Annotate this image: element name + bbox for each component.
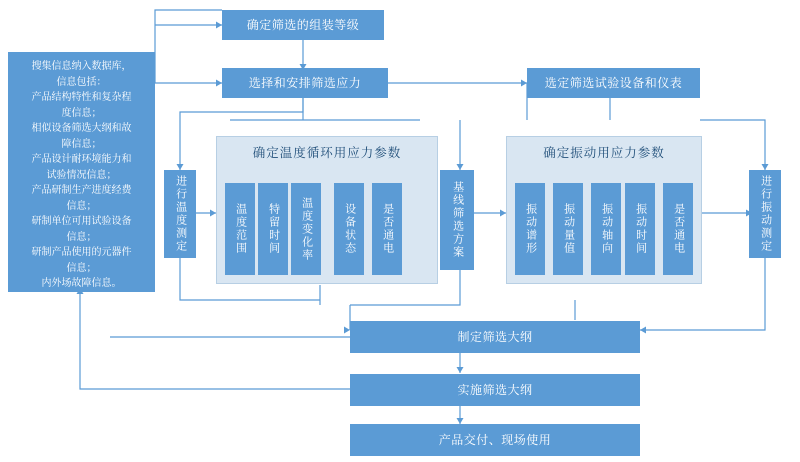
vib-item-axis[interactable]: 振动轴向 bbox=[591, 183, 621, 275]
node-implement-outline[interactable]: 实施筛选大纲 bbox=[350, 374, 640, 406]
vib-item-duration[interactable]: 振动时间 bbox=[625, 183, 655, 275]
vib-item-power-on[interactable]: 是否通电 bbox=[663, 183, 693, 275]
temp-item-change-rate[interactable]: 温度变化率 bbox=[291, 183, 321, 275]
info-line: 信息； bbox=[66, 262, 97, 274]
node-temp-measure[interactable]: 进行温度测定 bbox=[164, 170, 196, 258]
info-line: 搜集信息纳入数据库， bbox=[31, 61, 132, 72]
info-line: 信息包括： bbox=[56, 76, 107, 88]
panel-temperature-title: 确定温度循环用应力参数 bbox=[252, 146, 402, 160]
node-select-arrange-stress[interactable]: 选择和安排筛选应力 bbox=[222, 68, 388, 98]
info-line: 相似设备筛选大纲和故 bbox=[31, 123, 132, 134]
temp-item-range[interactable]: 温度范围 bbox=[225, 183, 255, 275]
node-baseline-plan[interactable]: 基线筛选方案 bbox=[440, 170, 474, 270]
info-line: 信息； bbox=[66, 231, 97, 243]
info-line: 产品设计耐环境能力和 bbox=[31, 154, 132, 165]
info-line: 研制产品使用的元器件 bbox=[31, 247, 132, 258]
temp-item-dwell-time[interactable]: 特留时间 bbox=[258, 183, 288, 275]
temp-item-equipment-state[interactable]: 设备状态 bbox=[334, 183, 364, 275]
node-vib-measure[interactable]: 进行振动测定 bbox=[749, 170, 781, 258]
info-collection-box bbox=[8, 52, 155, 292]
info-line: 试验情况信息； bbox=[46, 169, 117, 181]
node-delivery[interactable]: 产品交付、现场使用 bbox=[350, 424, 640, 456]
info-line: 度信息； bbox=[61, 107, 102, 119]
info-line: 研制单位可用试验设备 bbox=[31, 216, 132, 227]
vib-item-magnitude[interactable]: 振动量值 bbox=[553, 183, 583, 275]
info-line: 产品研制生产进度经费 bbox=[31, 185, 132, 196]
temp-item-power-on[interactable]: 是否通电 bbox=[372, 183, 402, 275]
info-line: 信息； bbox=[66, 200, 97, 212]
node-make-outline[interactable]: 制定筛选大纲 bbox=[350, 321, 640, 353]
info-line: 产品结构特性和复杂程 bbox=[31, 92, 132, 103]
info-line: 障信息； bbox=[61, 138, 102, 150]
node-assembly-level[interactable]: 确定筛选的组装等级 bbox=[222, 10, 384, 40]
info-line: 内外场故障信息。 bbox=[41, 278, 122, 289]
vib-item-spectrum[interactable]: 振动谱形 bbox=[515, 183, 545, 275]
panel-vibration-title: 确定振动用应力参数 bbox=[543, 146, 665, 160]
node-select-equipment[interactable]: 选定筛选试验设备和仪表 bbox=[527, 68, 700, 98]
